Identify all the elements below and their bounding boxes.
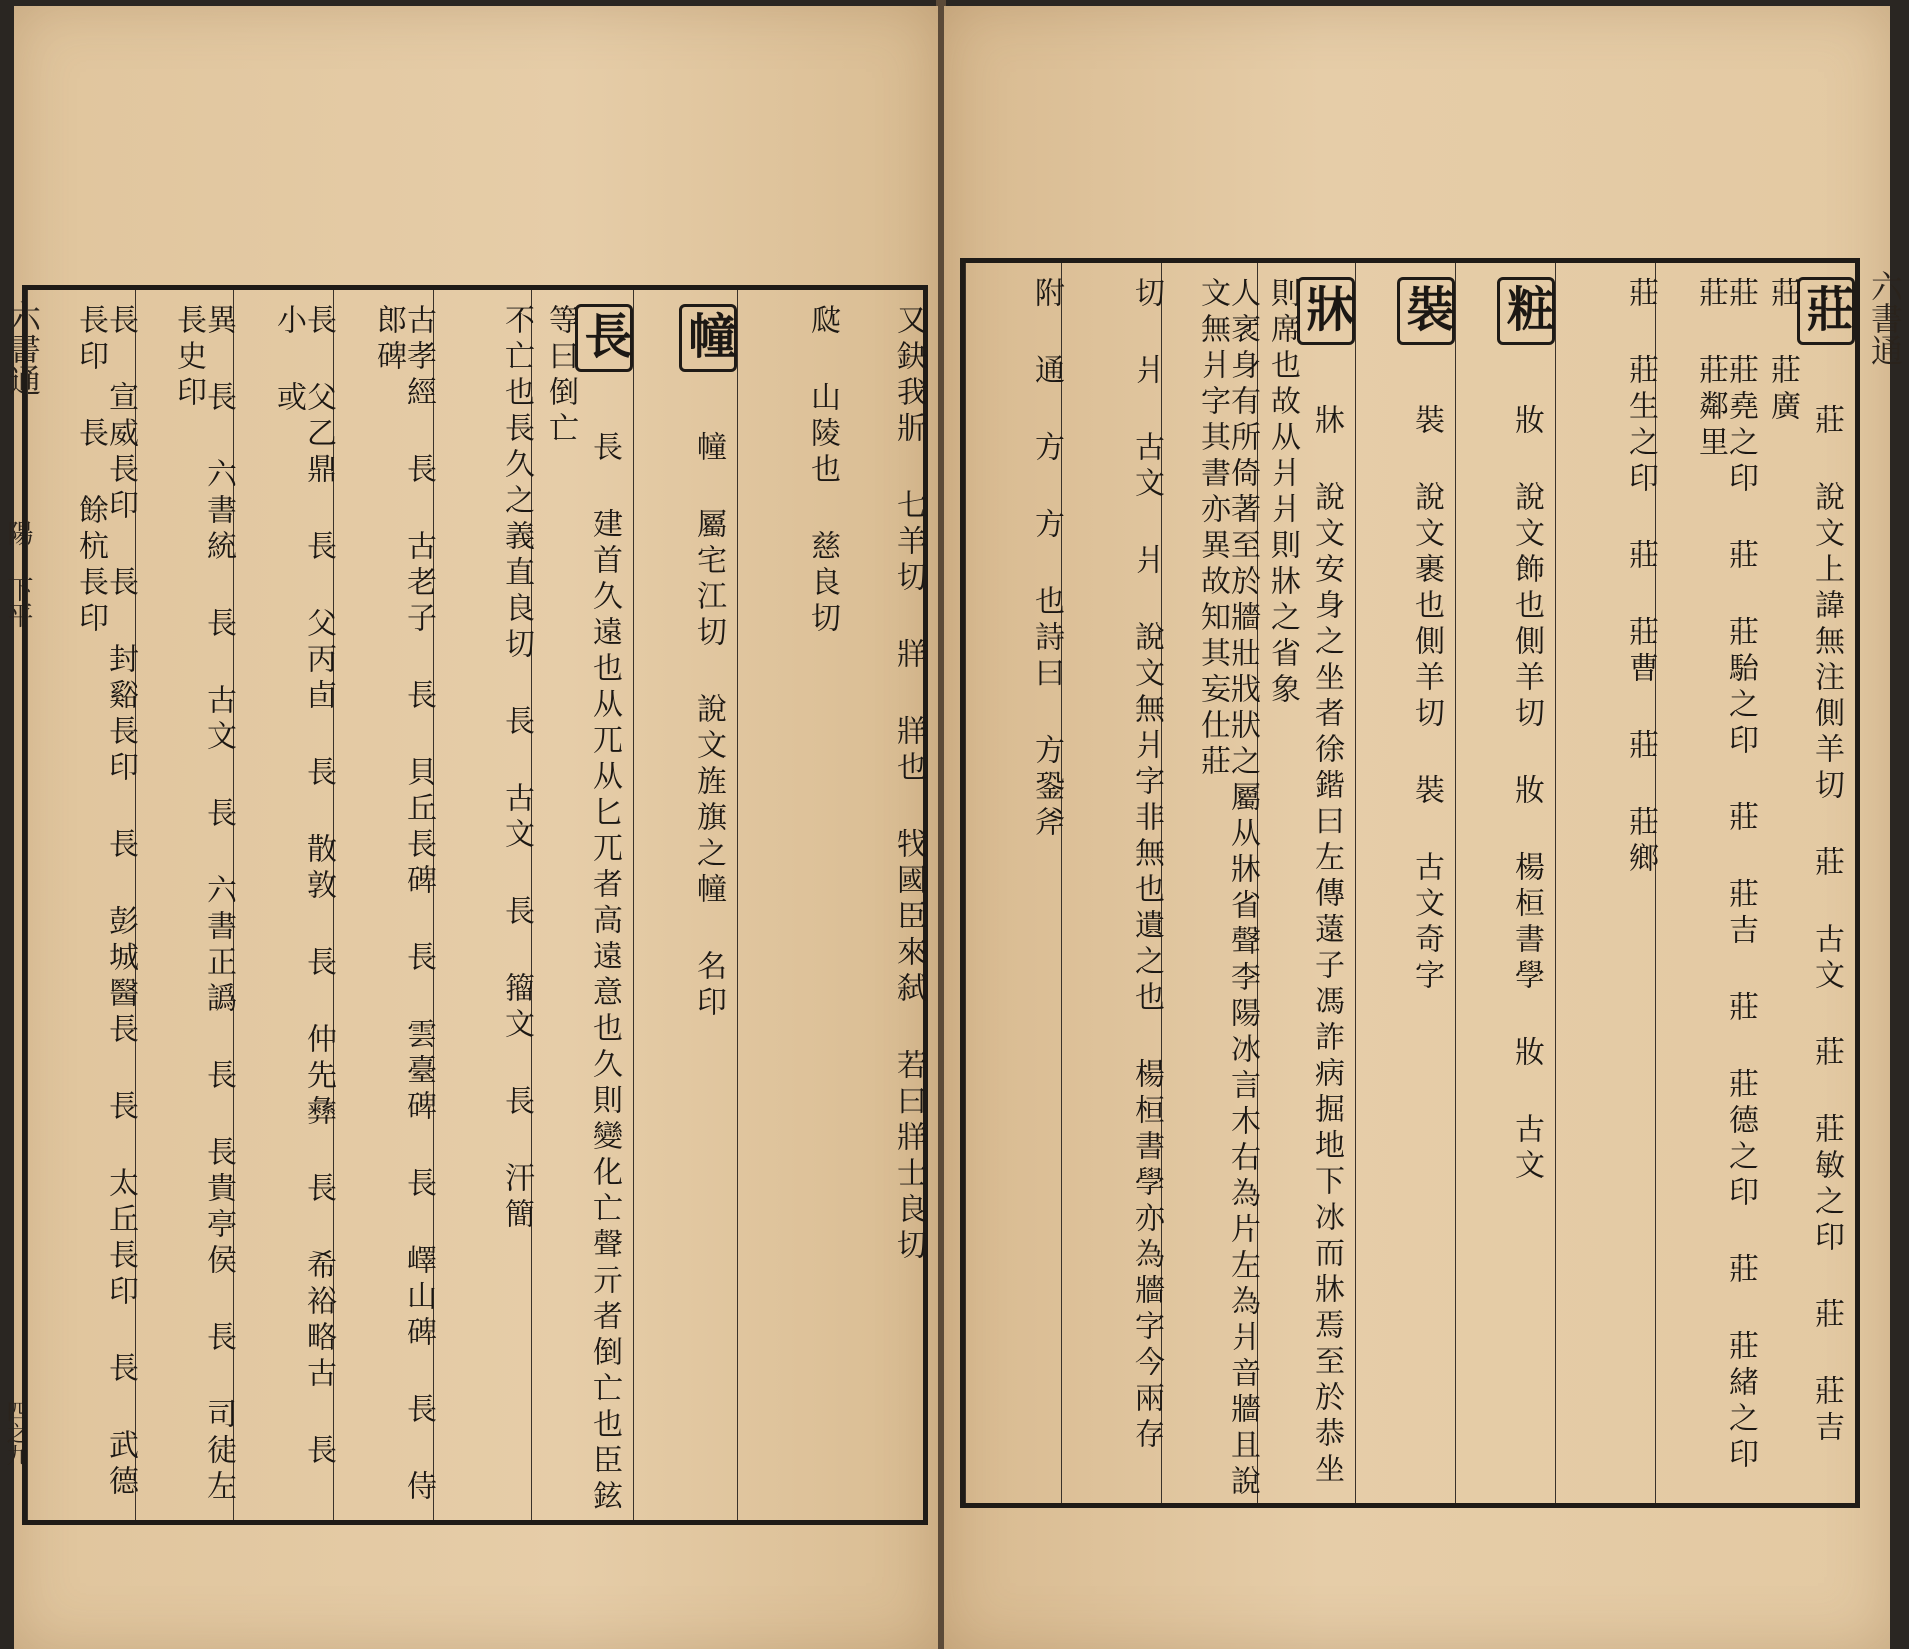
right-margin-title: 六書通 (1866, 270, 1904, 366)
left-col-3-text: 幢 屬宅江切 說文旌旗之幢 名印 (691, 431, 726, 1022)
left-col-4 (531, 290, 633, 1520)
right-col-8-text: 切 爿 古文 爿 說文無爿字非無也遺之也 楊桓書學亦為牆字今兩存 (1129, 277, 1164, 1454)
right-col-5-text: 裝 說文裹也側羊切 裝 古文奇字 (1409, 404, 1444, 995)
left-col-5-text: 不亡也長久之義直良切 長 古文 長 籀文 長 汗簡 (499, 304, 534, 1234)
left-col-2 (737, 290, 840, 1520)
left-col-9 (27, 290, 138, 1520)
left-page-frame (22, 285, 928, 1525)
left-col-6 (333, 290, 436, 1520)
right-col-1-text: 莊 說文上諱無注側羊切 莊 古文 莊 莊敏之印 莊 莊吉 莊 莊廣 (1765, 277, 1844, 1447)
left-col-2-text: 㼉 山陵也 慈良切 (805, 304, 840, 638)
left-col-1 (837, 290, 926, 1520)
right-col-8 (1061, 263, 1164, 1503)
right-col-9-text: 附 通 方 方 也詩曰 方銎斧 (1029, 277, 1064, 842)
right-col-3 (1555, 263, 1658, 1503)
entry-head-chang: 長 (575, 304, 633, 372)
entry-head-zhuang: 莊 (1797, 277, 1855, 345)
right-col-7 (1161, 263, 1260, 1503)
left-col-6-text: 古孝經 長 古老子 長 貝丘長碑 長 雲臺碑 長 嶧山碑 長 侍郎碑 (371, 304, 436, 1506)
left-col-5 (433, 290, 534, 1520)
right-col-6-text: 牀 說文安身之坐者徐鍇曰左傳薳子馮詐病掘地下冰而牀焉至於恭坐則席也故从爿爿則牀之省象 (1265, 277, 1344, 1489)
left-col-8 (135, 290, 236, 1520)
entry-head-zhuang-pack: 裝 (1397, 277, 1455, 345)
left-col-1-text: 又鈌我斨 七羊切 牂 牂也 牫國臣來弑 若曰牂士良切 (891, 304, 926, 1265)
right-col-4-text: 妝 說文飾也側羊切 妝 楊桓書學 妝 古文 (1509, 404, 1544, 1185)
right-col-2-text: 莊 莊堯之印 莊 莊駘之印 莊 莊吉 莊 莊德之印 莊 莊緒之印 莊 莊鄰里 (1693, 277, 1758, 1474)
tone-section: 陽 下平 (3, 520, 33, 628)
right-col-2 (1655, 263, 1758, 1503)
right-col-5 (1355, 263, 1455, 1503)
right-col-9 (965, 263, 1064, 1503)
left-col-7 (233, 290, 336, 1520)
right-col-6 (1257, 263, 1355, 1503)
left-col-9-text: 長 宣威長印 長 封谿長印 長 彭城醫長 長 太丘長印 長 武德長印 長 餘杭長印 (73, 304, 138, 1501)
page-number: 四之九 (3, 1400, 28, 1466)
left-col-7-text: 長 父乙鼎 長 父丙卣 長 散敦 長 仲先彝 長 希裕略古 長 小 或 (271, 304, 336, 1470)
right-col-1 (1755, 263, 1855, 1503)
entry-head-zhuang-cosmetic: 粧 (1497, 277, 1555, 345)
right-col-4 (1455, 263, 1555, 1503)
left-col-4-text: 長 建首久遠也从兀从匕兀者高遠意也久則變化亡聲亓者倒亡也臣鉉等曰倒亡 (543, 304, 622, 1516)
right-col-7-text: 人衺身有所倚著至於牆壯戕狀之屬从牀省聲李陽冰言木右為片左為爿音牆且說文無爿字其書亦異故知其妄仕莊 (1195, 277, 1260, 1501)
right-col-3-text: 莊 莊生之印 莊 莊曹 莊 莊鄉 (1623, 277, 1658, 878)
entry-head-chuang: 幢 (679, 304, 737, 372)
right-page-frame (960, 258, 1860, 1508)
left-col-3 (633, 290, 737, 1520)
left-col-8-text: 異 長 六書統 長 古文 長 六書正譌 長 長貴亭侯 長 司徒左長史印 (171, 304, 236, 1506)
left-margin-title: 六書通 (4, 300, 42, 396)
entry-head-chuang-bed: 牀 (1297, 277, 1355, 345)
